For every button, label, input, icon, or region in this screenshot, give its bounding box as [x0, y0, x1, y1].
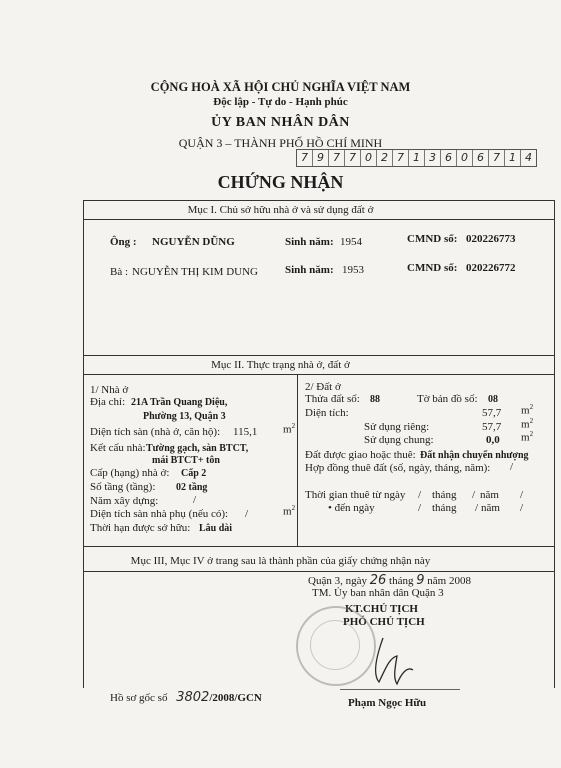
house-address-line2: Phường 13, Quận 3	[143, 411, 226, 422]
footer-note-bottom-line	[83, 571, 555, 572]
serial-digit: 9	[313, 150, 329, 166]
house-structure-label: Kết cấu nhà:	[90, 442, 146, 454]
national-title: CỘNG HOÀ XÃ HỘI CHỦ NGHĨA VIỆT NAM	[150, 80, 411, 94]
house-structure-line1: Tường gạch, sàn BTCT,	[146, 443, 249, 454]
district-title: QUẬN 3 – THÀNH PHỐ HỒ CHÍ MINH	[178, 136, 383, 150]
signing-date: Quận 3, ngày 26 tháng 9 năm 2008	[308, 573, 471, 588]
signature-scribble	[345, 630, 425, 690]
document-title: CHỨNG NHẬN	[217, 172, 344, 192]
signing-authority: TM. Ủy ban nhân dân Quận 3	[312, 587, 444, 599]
serial-digit: 3	[425, 150, 441, 166]
house-floor-area-value: 115,1	[233, 426, 258, 438]
serial-digit: 6	[473, 150, 489, 166]
serial-digit: 7	[393, 150, 409, 166]
land-allocation-label: Đất được giao hoặc thuê:	[305, 449, 416, 461]
section2-title: Mục II. Thực trạng nhà ở, đất ở	[211, 359, 350, 371]
land-area-value: 57,7	[482, 407, 502, 419]
serial-digit: 7	[345, 150, 361, 166]
land-lease-from-label: Thời gian thuê từ ngày	[305, 489, 406, 501]
house-aux-area-value: /	[245, 508, 249, 520]
national-motto: Độc lập - Tự do - Hạnh phúc	[213, 96, 348, 108]
land-lease-value: /	[510, 461, 514, 473]
land-shared-use-label: Sử dụng chung:	[364, 434, 434, 446]
land-private-use-unit: $m^2$	[521, 417, 534, 431]
land-lease-to-year: /	[520, 502, 524, 514]
serial-digit: 4	[525, 151, 532, 164]
house-floors-label: Số tầng (tầng):	[90, 481, 156, 493]
house-floor-area-unit: $m^2$	[283, 422, 296, 436]
serial-digit: 6	[441, 150, 457, 166]
serial-digit: 7	[329, 150, 345, 166]
signer-name: Phạm Ngọc Hữu	[348, 697, 427, 709]
owner1-prefix: Ông :	[110, 236, 137, 248]
serial-digit: 1	[409, 150, 425, 166]
serial-number-box	[296, 149, 537, 167]
owner2-id-number: 020226772	[466, 262, 516, 274]
frame-left-line	[83, 200, 84, 688]
land-lease-from-year: /	[520, 489, 524, 501]
land-lease-from-month-label: tháng	[432, 489, 457, 501]
house-address-label: Địa chỉ:	[90, 396, 126, 408]
land-lease-to-day: /	[418, 502, 422, 514]
land-area-label: Diện tích:	[305, 407, 349, 419]
land-lease-from-year-label: năm	[480, 489, 499, 501]
land-lease-from-month: /	[472, 489, 476, 501]
house-tenure-label: Thời hạn được sở hữu:	[90, 522, 191, 534]
owner2-birth-label: Sinh năm:	[285, 264, 334, 276]
land-area-unit: $m^2$	[521, 403, 534, 417]
house-grade-value: Cấp 2	[181, 468, 207, 479]
house-structure-line2: mái BTCT+ tôn	[152, 455, 220, 466]
owner2-prefix: Bà :	[110, 266, 129, 278]
section2-column-divider	[297, 374, 298, 546]
house-aux-area-unit: $m^2$	[283, 504, 296, 518]
land-private-use-value: 57,7	[482, 421, 502, 433]
signing-role-2: PHÓ CHỦ TỊCH	[343, 616, 425, 628]
owner1-birth-label: Sinh năm:	[285, 236, 334, 248]
serial-digit: 0	[457, 150, 473, 166]
house-heading: 1/ Nhà ở	[90, 384, 129, 396]
serial-digit: 0	[361, 150, 377, 166]
owner2-birth-year: 1953	[342, 264, 364, 276]
land-plot-label: Thửa đất số:	[305, 393, 360, 405]
serial-digit: 7	[489, 150, 505, 166]
footer-note: Mục III, Mục IV ở trang sau là thành phần của giấy chứng nhận này	[130, 555, 431, 567]
serial-digit: 1	[505, 150, 521, 166]
land-lease-from-day: /	[418, 489, 422, 501]
owner1-id-number: 020226773	[466, 233, 516, 245]
land-lease-to-label: • đến ngày	[328, 502, 375, 514]
section2-top-line	[83, 355, 555, 356]
land-lease-to-year-label: năm	[481, 502, 500, 514]
land-shared-use-value: 0,0	[486, 434, 500, 446]
section1-title-line	[83, 219, 555, 220]
owner1-id-label: CMND số:	[407, 233, 458, 245]
land-map-sheet-value: 08	[488, 394, 498, 405]
owner2-name: NGUYỄN THỊ KIM DUNG	[132, 266, 258, 278]
owner1-name: NGUYỄN DŨNG	[152, 236, 235, 248]
land-map-sheet-label: Tờ bản đồ số:	[417, 393, 478, 405]
house-address-line1: 21A Trần Quang Diệu,	[131, 397, 228, 408]
serial-digit: 2	[377, 150, 393, 166]
land-lease-to-month-label: tháng	[432, 502, 457, 514]
section2-title-line	[83, 374, 555, 375]
footer-note-top-line	[83, 546, 555, 547]
record-number: Hồ sơ gốc số 3802/2008/GCN	[110, 690, 262, 705]
owner2-id-label: CMND số:	[407, 262, 458, 274]
land-lease-to-month: /	[475, 502, 479, 514]
land-plot-value: 88	[370, 394, 380, 405]
land-lease-label: Hợp đồng thuê đất (số, ngày, tháng, năm):	[305, 462, 491, 474]
frame-right-line	[554, 200, 555, 688]
committee-title: ỦY BAN NHÂN DÂN	[211, 115, 350, 130]
serial-digit: 7	[297, 150, 313, 166]
land-shared-use-unit: $m^2$	[521, 430, 534, 444]
signature-underline	[340, 689, 460, 690]
land-private-use-label: Sử dụng riêng:	[364, 421, 430, 433]
house-aux-area-label: Diện tích sàn nhà phụ (nếu có):	[90, 508, 229, 520]
frame-top-line	[83, 200, 555, 201]
house-tenure-value: Lâu dài	[199, 523, 233, 534]
house-floors-value: 02 tầng	[176, 482, 208, 493]
house-floor-area-label: Diện tích sàn (nhà ở, căn hộ):	[90, 426, 221, 438]
house-year-built-label: Năm xây dựng:	[90, 495, 159, 507]
signing-role-1: KT.CHỦ TỊCH	[345, 603, 418, 615]
section1-title: Mục I. Chủ sở hữu nhà ở và sử dụng đất ở	[187, 204, 374, 216]
owner1-birth-year: 1954	[340, 236, 362, 248]
land-heading: 2/ Đất ở	[305, 381, 341, 393]
land-allocation-value: Đất nhận chuyển nhượng	[420, 450, 529, 461]
house-year-built-value: /	[193, 494, 197, 506]
house-grade-label: Cấp (hạng) nhà ở:	[90, 467, 170, 479]
